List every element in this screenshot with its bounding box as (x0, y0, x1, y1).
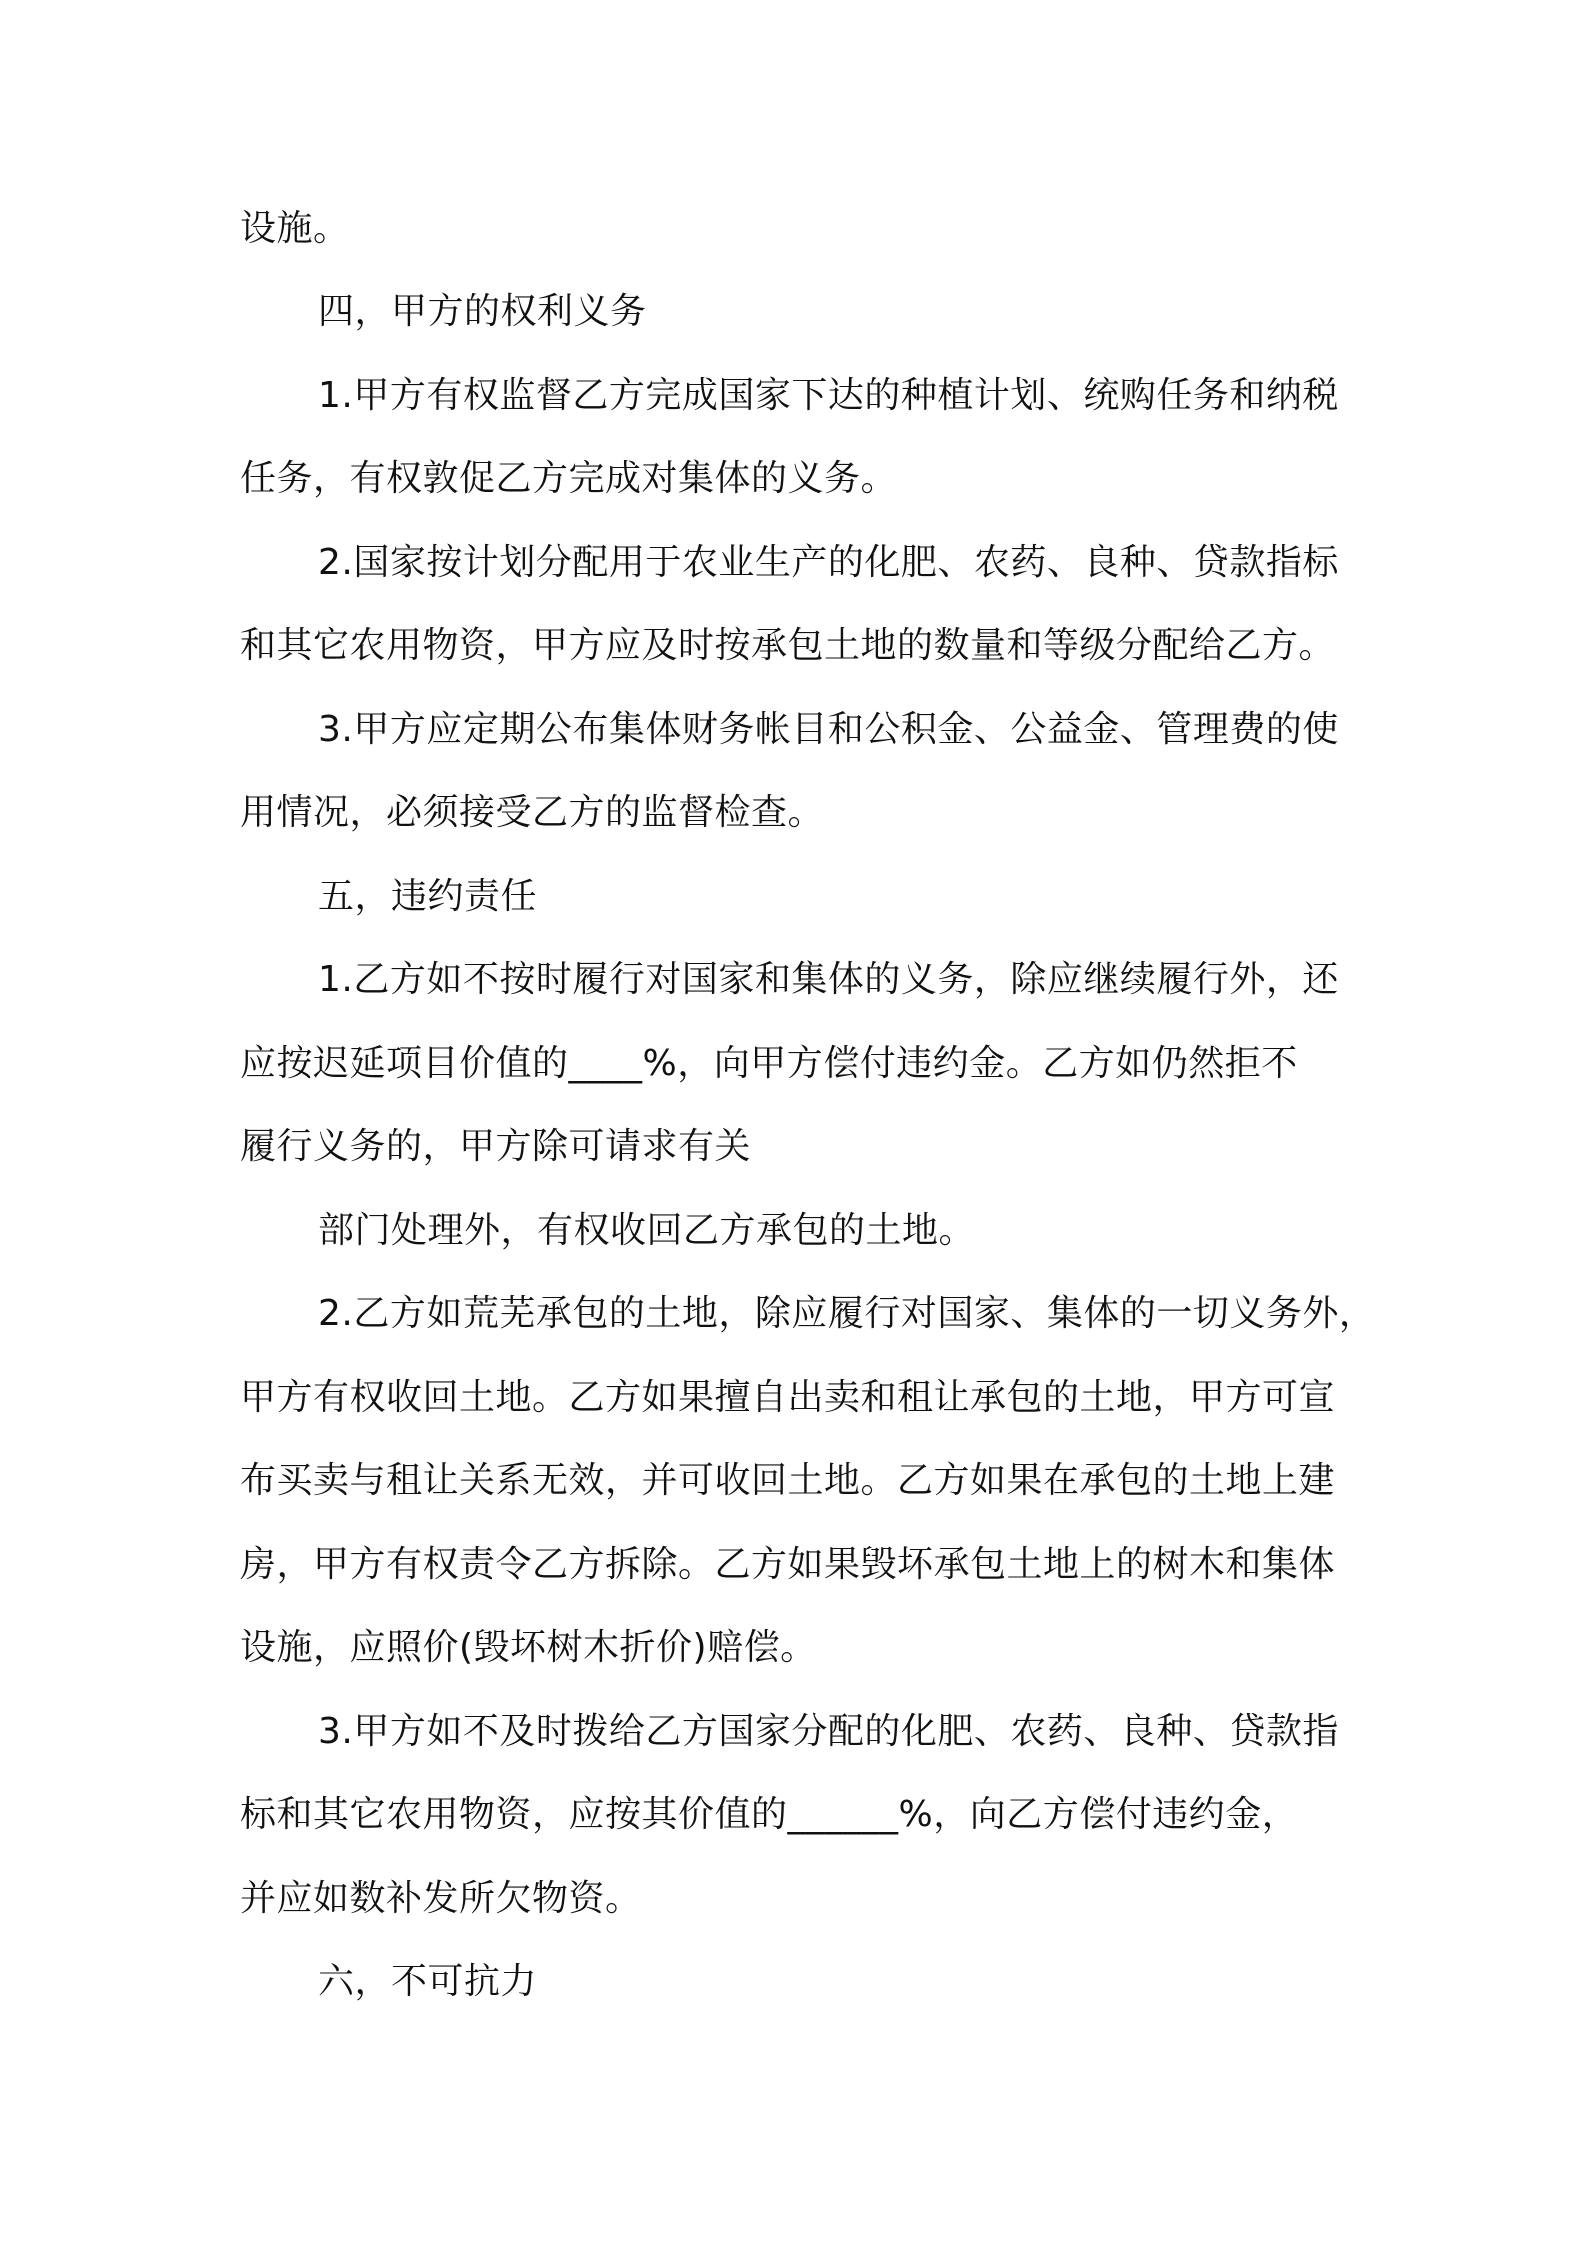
text-line: 2.国家按计划分配用于农业生产的化肥、农药、良种、贷款指标 (318, 542, 1339, 583)
text-line: 标和其它农用物资，应按其价值的______%，向乙方偿付违约金， (240, 1794, 1299, 1835)
text-line: 部门处理外，有权收回乙方承包的土地。 (318, 1210, 976, 1251)
text-line: 和其它农用物资，甲方应及时按承包土地的数量和等级分配给乙方。 (240, 625, 1336, 666)
text-line: 并应如数补发所欠物资。 (240, 1878, 642, 1919)
text-line: 3.甲方如不及时拨给乙方国家分配的化肥、农药、良种、贷款指 (318, 1711, 1339, 1752)
text-line: 设施，应照价(毁坏树木折价)赔偿。 (240, 1627, 817, 1668)
section-heading-5: 五，违约责任 (318, 876, 538, 917)
text-line: 应按迟延项目价值的____%，向甲方偿付违约金。乙方如仍然拒不 (240, 1043, 1298, 1084)
text-line: 履行义务的，甲方除可请求有关 (240, 1126, 752, 1167)
text-line: 3.甲方应定期公布集体财务帐目和公积金、公益金、管理费的使 (318, 709, 1339, 750)
section-heading-6: 六，不可抗力 (318, 1961, 538, 2002)
section-heading-4: 四，甲方的权利义务 (318, 291, 647, 332)
text-line: 2.乙方如荒芜承包的土地，除应履行对国家、集体的一切义务外， (318, 1293, 1376, 1334)
text-line: 甲方有权收回土地。乙方如果擅自出卖和租让承包的土地，甲方可宣 (240, 1377, 1336, 1418)
text-line: 1.乙方如不按时履行对国家和集体的义务，除应继续履行外，还 (318, 959, 1339, 1000)
text-line: 任务，有权敦促乙方完成对集体的义务。 (240, 458, 898, 499)
text-line: 用情况，必须接受乙方的监督检查。 (240, 792, 825, 833)
text-line: 设施。 (240, 208, 350, 249)
text-line: 1.甲方有权监督乙方完成国家下达的种植计划、统购任务和纳税 (318, 375, 1339, 416)
text-line: 布买卖与租让关系无效，并可收回土地。乙方如果在承包的土地上建 (240, 1460, 1336, 1501)
text-line: 房，甲方有权责令乙方拆除。乙方如果毁坏承包土地上的树木和集体 (240, 1544, 1336, 1585)
